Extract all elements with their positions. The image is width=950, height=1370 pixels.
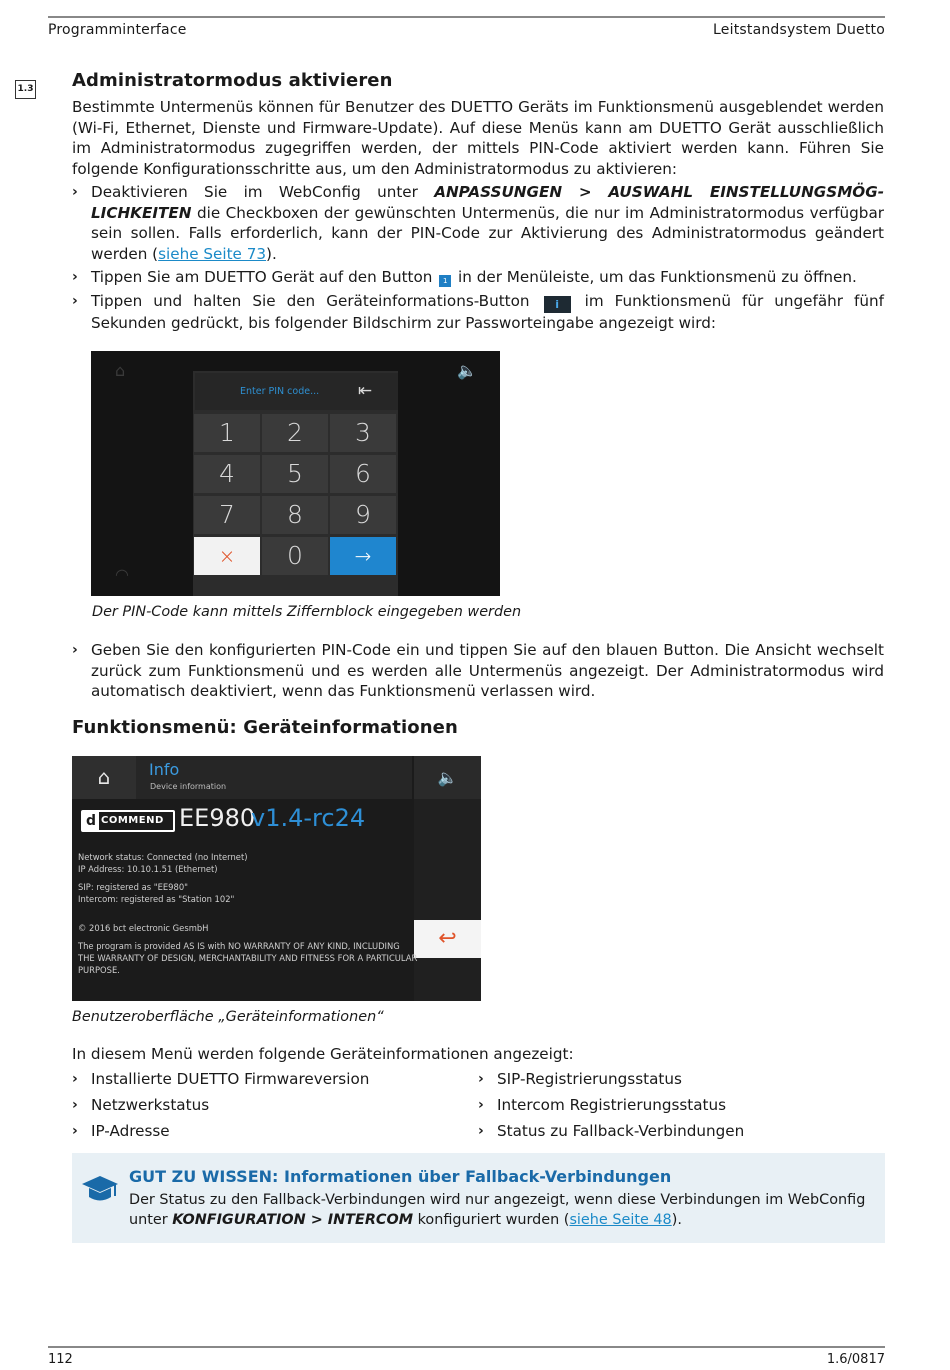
tip-body: Der Status zu den Fallback-Verbindungen wird nur angezeigt, wenn diese Verbindungen im WebConfig unter KONFIGURATION > INTERCOM konfiguriert wurden (siehe Seite 48). [129, 1192, 866, 1228]
pin-screenshot-caption: Der PIN-Code kann mittels Ziffernblock eingegeben werden [92, 604, 522, 620]
step-3 [72, 291, 884, 334]
chevron-right-icon: › [72, 1097, 78, 1113]
info-button-icon: i [544, 296, 571, 313]
key-8[interactable]: 8 [262, 496, 328, 534]
step-3-text: Tippen und halten Sie den Geräteinformations-Button i im Funktionsmenü für ungefähr fünf Sekunden gedrückt, bis folgender Bildschirm zur Passworteingabe angezeigt wird: [91, 292, 884, 332]
chevron-right-icon: › [72, 1071, 78, 1087]
header-section-title: Programminterface [48, 22, 187, 38]
header-rule [48, 16, 885, 18]
document-version: 1.6/0817 [826, 1352, 885, 1367]
cancel-key[interactable]: × [194, 537, 260, 575]
ip-address-line: IP Address: 10.10.1.51 (Ethernet) [78, 864, 218, 874]
logo-mark: d [83, 812, 99, 830]
confirm-key[interactable]: → [330, 537, 396, 575]
wifi-icon: ◠ [115, 565, 129, 584]
warranty-line-1: The program is provided AS IS with NO WARRANTY OF ANY KIND, INCLUDING [78, 941, 400, 951]
key-6[interactable]: 6 [330, 455, 396, 493]
speaker-icon: 🔈 [457, 361, 477, 380]
sip-status-line: SIP: registered as "EE980" [78, 882, 188, 892]
menu-path: ANPASSUNGEN > AUSWAHL EINSTELLUNGSMÖG-LICHKEITEN [91, 183, 884, 222]
network-status-line: Network status: Connected (no Internet) [78, 852, 248, 862]
key-1[interactable]: 1 [194, 414, 260, 452]
info-subtitle: Device information [150, 782, 227, 791]
list-item: › IP-Adresse [72, 1122, 170, 1140]
commend-logo [81, 810, 175, 832]
list-item: › Status zu Fallback-Verbindungen [478, 1122, 745, 1140]
home-icon[interactable]: ⌂ [72, 756, 136, 799]
key-0[interactable]: 0 [262, 537, 328, 575]
copyright-line: © 2016 bct electronic GesmbH [78, 923, 209, 933]
intro-paragraph: Bestimmte Untermenüs können für Benutzer des DUETTO Geräts im Funktionsmenü ausgeblendet werden (Wi-Fi, Ethernet, Dienste und Firmware-Update). Auf diese Menüs kann am DUETTO Gerät ausschließlich im Administratormodus zugegriffen werden, der mittels PIN-Code aktiviert werden kann. Führen Sie folgende Konfigurationsschritte aus, um den Administratormodus zu aktivieren: [72, 98, 884, 178]
key-9[interactable]: 9 [330, 496, 396, 534]
list-item: › Intercom Registrierungsstatus [478, 1096, 727, 1114]
speaker-icon[interactable]: 🔈 [414, 756, 481, 799]
list-item: › Netzwerkstatus [72, 1096, 210, 1114]
device-info-intro: In diesem Menü werden folgende Geräteinformationen angezeigt: [72, 1045, 574, 1063]
step-2-text: Tippen Sie am DUETTO Gerät auf den Button 1 in der Menüleiste, um das Funktionsmenü zu öffnen. [91, 268, 857, 286]
step-4-text: Geben Sie den konfigurierten PIN-Code ein und tippen Sie auf den blauen Button. Die Ansicht wechselt zurück zum Funktionsmenü und es werden alle Untermenüs angezeigt. Der Administratormodus wird automatisch deaktiviert, wenn das Funktionsmenü verlassen wird. [91, 641, 884, 700]
firmware-version: v1.4-rc24 [251, 804, 366, 832]
key-7[interactable]: 7 [194, 496, 260, 534]
step-2 [72, 267, 884, 288]
tip-title: GUT ZU WISSEN: Informationen über Fallback-Verbindungen [129, 1167, 672, 1186]
chevron-right-icon: › [478, 1097, 484, 1113]
section-number-badge: 1.3 [15, 80, 36, 99]
return-arrow-icon[interactable]: ↩ [414, 920, 481, 958]
intercom-status-line: Intercom: registered as "Station 102" [78, 894, 235, 904]
key-3[interactable]: 3 [330, 414, 396, 452]
key-2[interactable]: 2 [262, 414, 328, 452]
logo-text: COMMEND [101, 815, 164, 826]
pin-entry-screenshot [91, 351, 500, 596]
chevron-right-icon: › [72, 1123, 78, 1139]
step-1 [72, 182, 884, 264]
section-heading-device-info: Funktionsmenü: Geräteinformationen [72, 717, 458, 738]
key-4[interactable]: 4 [194, 455, 260, 493]
info-title: Info [149, 760, 180, 779]
list-item: › Installierte DUETTO Firmwareversion [72, 1070, 370, 1088]
page-link-48[interactable]: siehe Seite 48 [569, 1211, 672, 1228]
chevron-right-icon: › [72, 293, 78, 309]
chevron-right-icon: › [478, 1123, 484, 1139]
warranty-line-3: PURPOSE. [78, 965, 120, 975]
footer-rule [48, 1346, 885, 1348]
header-document-title: Leitstandsystem Duetto [713, 22, 885, 38]
list-item: › SIP-Registrierungsstatus [478, 1070, 682, 1088]
step-4 [72, 640, 884, 702]
chevron-right-icon: › [72, 184, 78, 200]
menu-path: KONFIGURATION > INTERCOM [172, 1211, 414, 1228]
key-5[interactable]: 5 [262, 455, 328, 493]
warranty-line-2: THE WARRANTY OF DESIGN, MERCHANTABILITY AND FITNESS FOR A PARTICULAR [78, 953, 418, 963]
home-icon: ⌂ [115, 361, 126, 380]
graduation-cap-icon [80, 1170, 120, 1210]
backspace-arrow-icon[interactable]: ⇤ [357, 381, 373, 401]
chevron-right-icon: › [72, 642, 78, 658]
pin-placeholder: Enter PIN code... [240, 386, 320, 397]
menu-button-icon: 1 [439, 275, 451, 287]
step-1-text: Deaktivieren Sie im WebConfig unter ANPASSUNGEN > AUSWAHL EINSTELLUNGSMÖG-LICHKEITEN die Checkboxen der gewünschten Untermenüs, die nur im Administratormodus verfügbar sein sollen. Falls erforderlich, kann der PIN-Code zur Aktivierung des Administratormodus geändert werden (siehe Seite 73). [91, 183, 884, 263]
device-model: EE980 [179, 804, 256, 832]
page-number: 112 [48, 1352, 73, 1367]
device-info-screenshot [72, 756, 481, 1001]
info-screenshot-caption: Benutzeroberfläche „Geräteinformationen“ [72, 1009, 384, 1025]
section-heading-admin-mode: Administratormodus aktivieren [72, 70, 393, 91]
chevron-right-icon: › [72, 269, 78, 285]
chevron-right-icon: › [478, 1071, 484, 1087]
page-link-73[interactable]: siehe Seite 73 [158, 244, 267, 263]
